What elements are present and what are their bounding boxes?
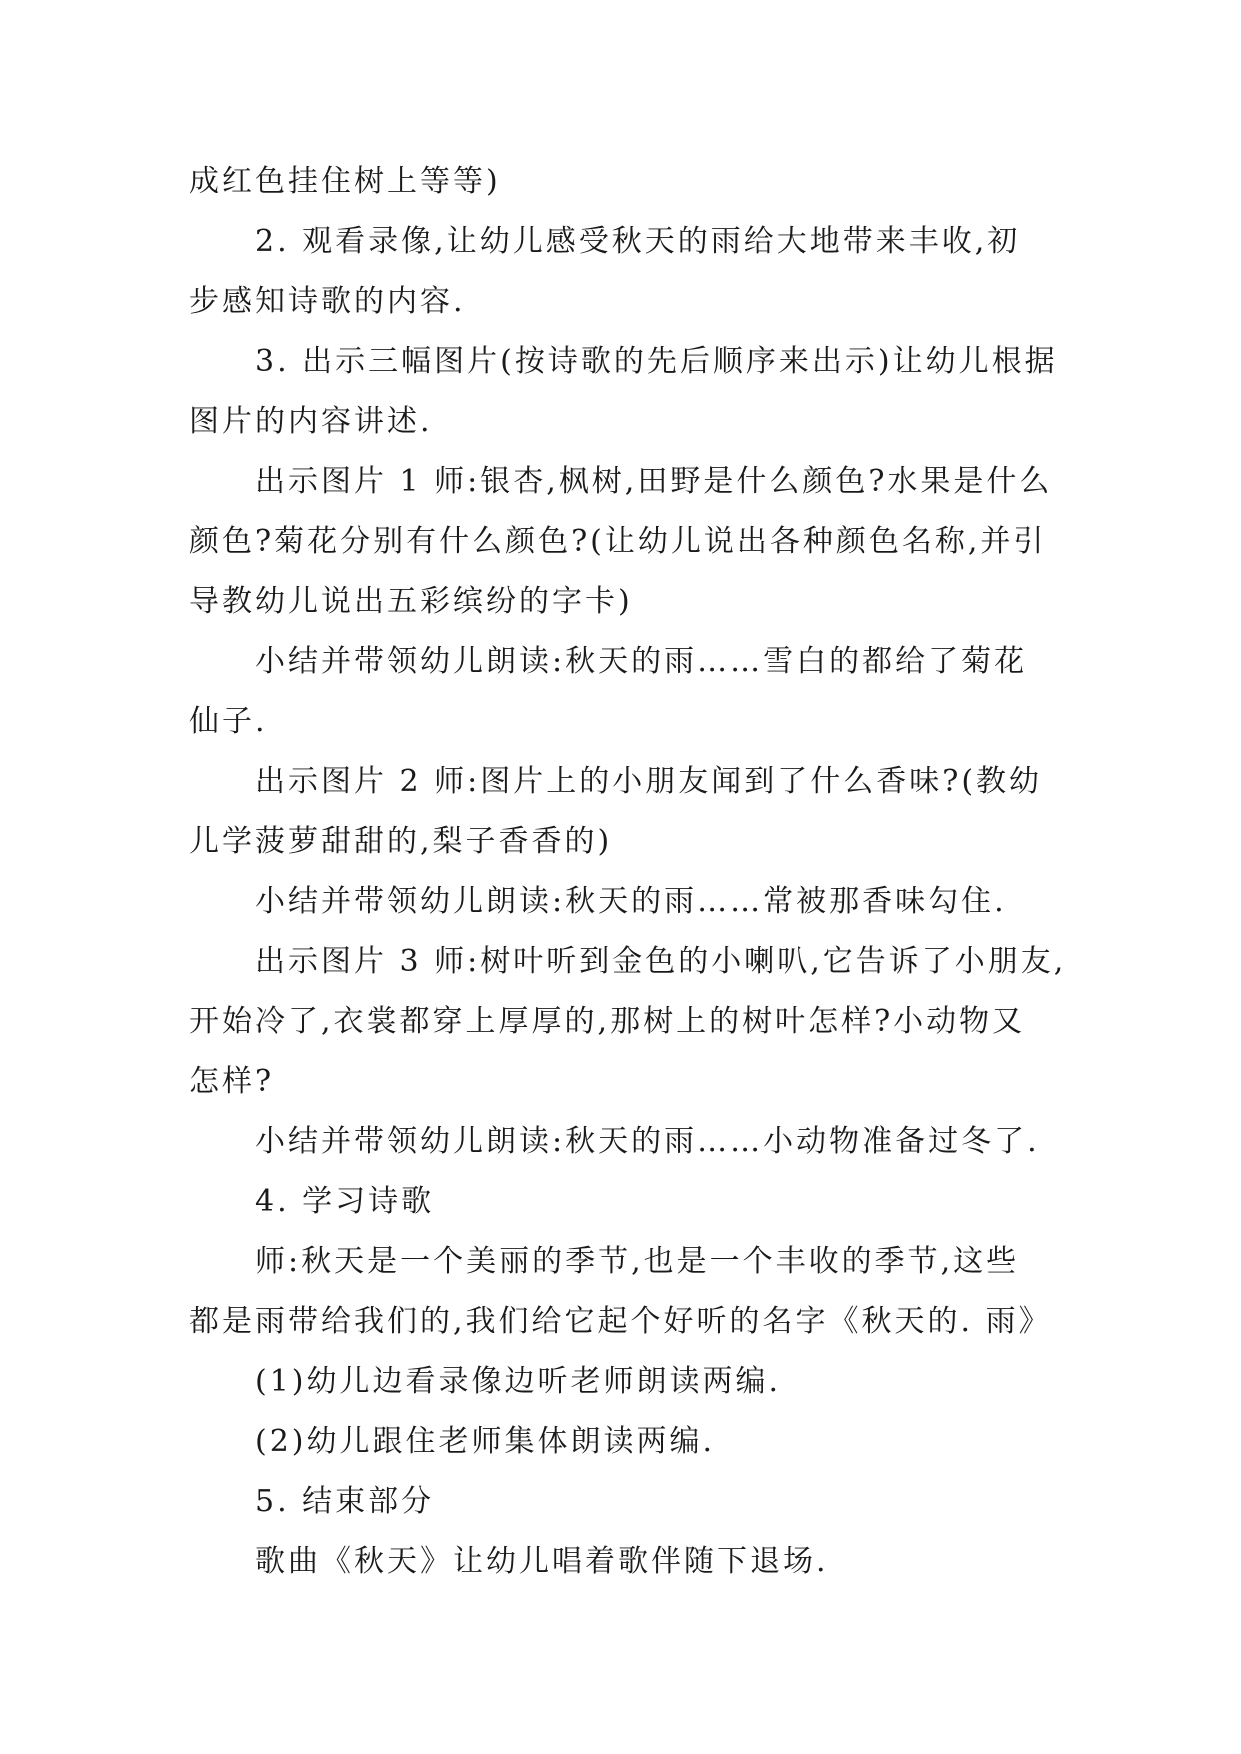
text-line: 歌曲《秋天》让幼儿唱着歌伴随下退场. — [255, 1544, 829, 1579]
text-line: 颜色?菊花分别有什么颜色?(让幼儿说出各种颜色名称,并引 — [189, 524, 1047, 559]
text-line: 小结并带领幼儿朗读:秋天的雨……小动物准备过冬了. — [255, 1124, 1040, 1159]
text-line: 图片的内容讲述. — [189, 404, 433, 439]
text-line: 都是雨带给我们的,我们给它起个好听的名字《秋天的. 雨》 — [189, 1304, 1052, 1339]
text-line: 儿学菠萝甜甜的,梨子香香的) — [189, 824, 613, 859]
text-line: 出示图片 3 师:树叶听到金色的小喇叭,它告诉了小朋友, — [255, 944, 1067, 979]
text-line: 2. 观看录像,让幼儿感受秋天的雨给大地带来丰收,初 — [255, 224, 1021, 259]
text-line: 3. 出示三幅图片(按诗歌的先后顺序来出示)让幼儿根据 — [255, 344, 1058, 379]
text-line: 导教幼儿说出五彩缤纷的字卡) — [189, 584, 633, 619]
text-line: 成红色挂住树上等等) — [189, 164, 501, 199]
text-line: 小结并带领幼儿朗读:秋天的雨……雪白的都给了菊花 — [255, 644, 1028, 679]
text-line: 出示图片 2 师:图片上的小朋友闻到了什么香味?(教幼 — [255, 764, 1043, 799]
section-heading: 4. 学习诗歌 — [255, 1184, 435, 1219]
text-line: 步感知诗歌的内容. — [189, 284, 466, 319]
text-line: 开始冷了,衣裳都穿上厚厚的,那树上的树叶怎样?小动物又 — [189, 1004, 1026, 1039]
text-line: 怎样? — [189, 1064, 275, 1099]
text-line: 出示图片 1 师:银杏,枫树,田野是什么颜色?水果是什么 — [255, 464, 1053, 499]
text-line: 小结并带领幼儿朗读:秋天的雨……常被那香味勾住. — [255, 884, 1007, 919]
text-line: (2)幼儿跟住老师集体朗读两编. — [255, 1424, 716, 1459]
section-heading: 5. 结束部分 — [255, 1484, 435, 1519]
text-line: (1)幼儿边看录像边听老师朗读两编. — [255, 1364, 782, 1399]
text-line: 仙子. — [189, 704, 268, 739]
document-body — [189, 152, 1069, 1592]
text-line: 师:秋天是一个美丽的季节,也是一个丰收的季节,这些 — [255, 1244, 1020, 1279]
